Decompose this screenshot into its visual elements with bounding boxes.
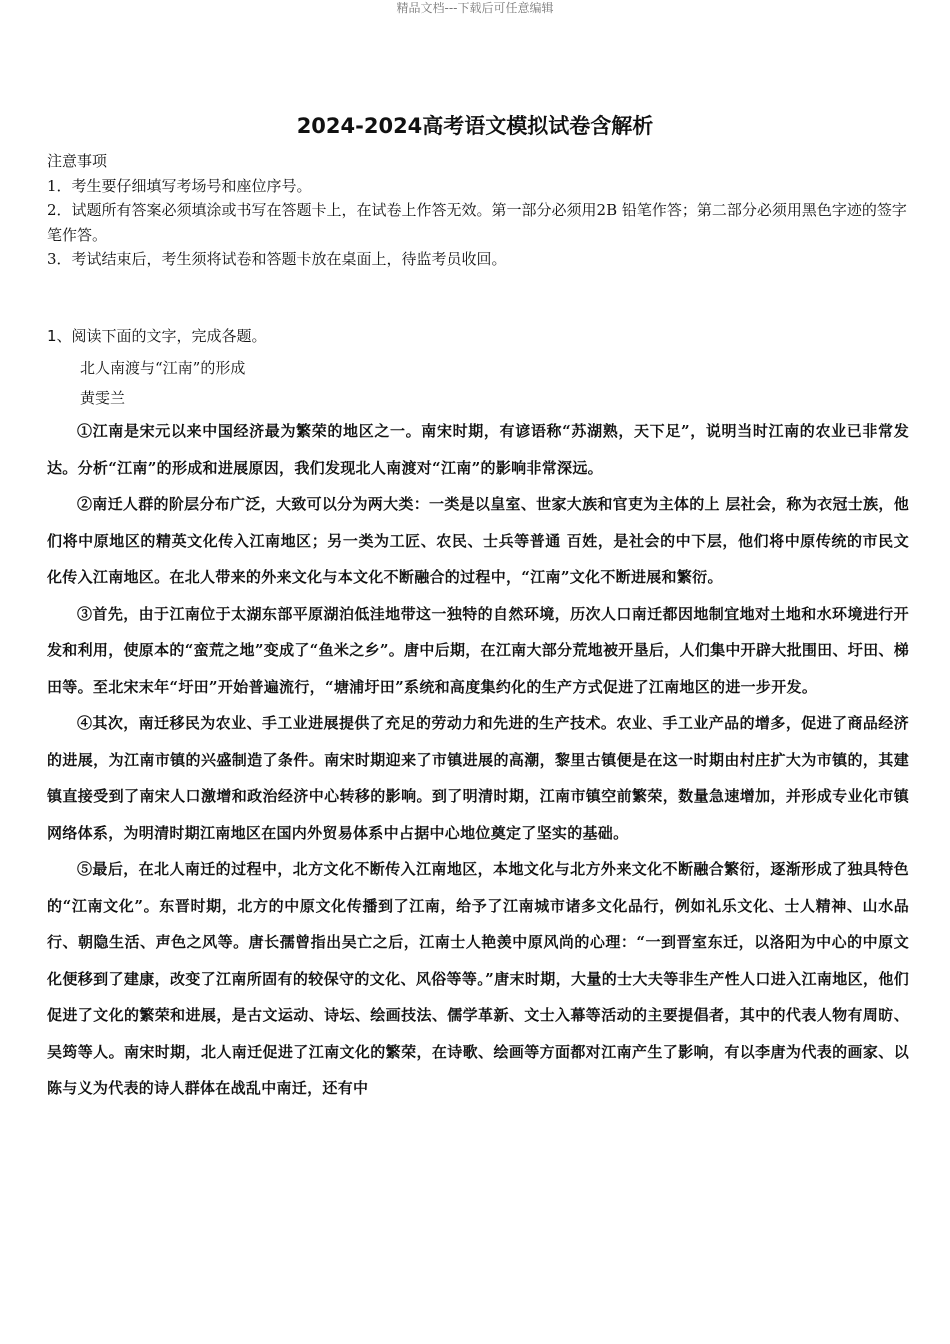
notice-item: 3．考试结束后，考生须将试卷和答题卡放在桌面上，待监考员收回。 — [47, 250, 507, 268]
notice-item: 1．考生要仔细填写考场号和座位序号。 — [47, 176, 312, 195]
question-1 — [47, 323, 909, 1107]
notice-section — [47, 149, 909, 272]
notice-title: 注意事项 — [47, 152, 108, 170]
notice-item: 2．试题所有答案必须填涂或书写在答题卡上，在试卷上作答无效。第一部分必须用2B 铅笔作答；第二部分必须用黑色字迹的签字笔作答。 — [47, 201, 907, 244]
article-paragraph: ①江南是宋元以来中国经济最为繁荣的地区之一。南宋时期，有谚语称“苏湖熟，天下足”，说明当时江南的农业已非常发达。分析“江南”的形成和进展原因，我们发现北人南渡对“江南”的影响非常深远。 — [47, 422, 909, 477]
question-prompt: 1、阅读下面的文字，完成各题。 — [47, 327, 267, 345]
article-author: 黄雯兰 — [80, 389, 126, 407]
document-title: 2024-2024高考语文模拟试卷含解析 — [296, 114, 654, 138]
article-paragraph: ③首先，由于江南位于太湖东部平原湖泊低洼地带这一独特的自然环境，历次人口南迁都因地制宜地对土地和水环境进行开发和利用，使原本的“蛮荒之地”变成了“鱼米之乡”。唐中后期，在江南大部分荒地被开垦后，人们集中开辟大批围田、圩田、梯田等。至北宋末年“圩田”开始普遍流行，“塘浦圩田”系统和高度集约化的生产方式促进了江南地区的进一步开发。 — [47, 604, 909, 696]
article-paragraph: ⑤最后，在北人南迁的过程中，北方文化不断传入江南地区，本地文化与北方外来文化不断融合繁衍，逐渐形成了独具特色的“江南文化”。东晋时期，北方的中原文化传播到了江南，给予了江南城市诸多文化品行，例如礼乐文化、士人精神、山水品行、朝隐生活、声色之风等。唐长孺曾指出吴亡之后，江南士人艳羡中原风尚的心理：“一到晋室东迁，以洛阳为中心的中原文化便移到了建康，改变了江南所固有的较保守的文化、风俗等等。”唐末时期，大量的士大夫等非生产性人口进入江南地区，他们促进了文化的繁荣和进展，是古文运动、诗坛、绘画技法、儒学革新、文士入幕等活动的主要提倡者，其中的代表人物有周昉、吴筠等人。南宋时期，北人南迁促进了江南文化的繁荣，在诗歌、绘画等方面都对江南产生了影响，有以李唐为代表的画家、以陈与义为代表的诗人群体在战乱中南迁，还有中 — [47, 860, 909, 1097]
article-paragraph: ②南迁人群的阶层分布广泛，大致可以分为两大类：一类是以皇室、世家大族和官吏为主体的上 层社会，称为衣冠士族，他们将中原地区的精英文化传入江南地区；另一类为工匠、农民、士兵等普通 百姓，是社会的中下层，他们将中原传统的市民文化传入江南地区。在北人带来的外来文化与本文化不断融合的过程中，“江南”文化不断进展和繁衍。 — [47, 495, 909, 586]
article-paragraph: ④其次，南迁移民为农业、手工业进展提供了充足的劳动力和先进的生产技术。农业、手工业产品的增多，促进了商品经济的进展，为江南市镇的兴盛制造了条件。南宋时期迎来了市镇进展的高潮，黎里古镇便是在这一时期由村庄扩大为市镇的，其建镇直接受到了南宋人口激增和政治经济中心转移的影响。到了明清时期，江南市镇空前繁荣，数量急速增加，并形成专业化市镇网络体系，为明清时期江南地区在国内外贸易体系中占据中心地位奠定了坚实的基础。 — [47, 714, 909, 842]
article-title: 北人南渡与“江南”的形成 — [80, 359, 246, 377]
header-banner: 精品文档---下载后可任意编辑 — [396, 1, 554, 15]
